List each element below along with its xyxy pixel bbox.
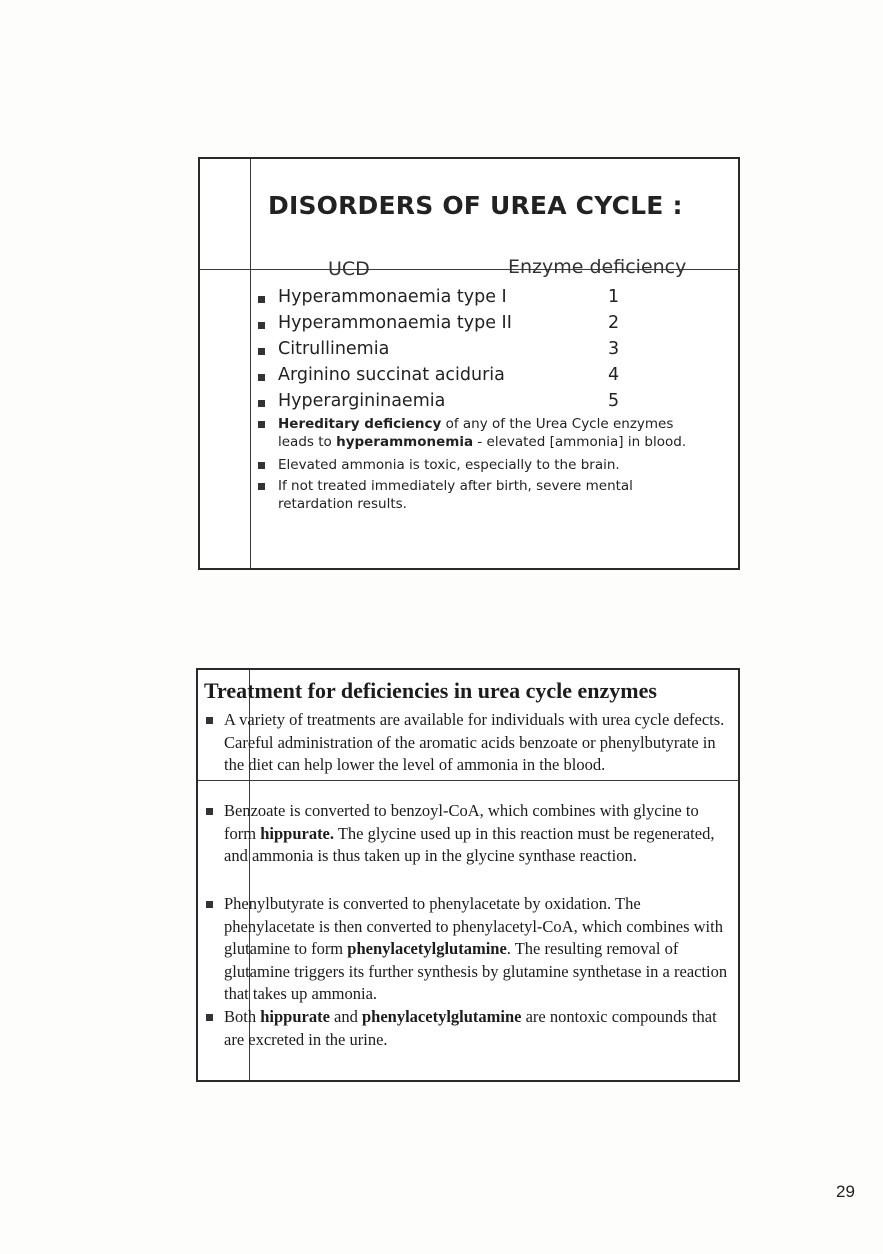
bullet-icon (258, 296, 265, 303)
emphasis: phenylacetylglutamine (361, 1007, 522, 1026)
text: - elevated [ammonia] in blood. (473, 434, 687, 450)
column-header-enzyme-deficiency: Enzyme deficiency (508, 256, 687, 278)
enzyme-number: 4 (608, 365, 620, 385)
emphasis: Hereditary deficiency (278, 416, 442, 432)
enzyme-number: 5 (608, 391, 620, 411)
bullet-icon (258, 400, 265, 407)
emphasis: hyperammonemia (336, 434, 474, 450)
slide-disorders-urea-cycle (198, 157, 740, 570)
list-item (204, 1006, 734, 1051)
list-item (204, 893, 734, 1006)
note-text (278, 415, 698, 451)
emphasis: phenylacetylglutamine (347, 939, 507, 958)
list-item-hereditary (258, 415, 698, 451)
list-item (204, 709, 734, 777)
text: of any of the Urea Cycle enzymes leads to (278, 416, 674, 450)
bullet-icon (206, 717, 213, 724)
bullet-icon (258, 374, 265, 381)
disorder-name: Hyperammonaemia type II (278, 313, 512, 333)
page-number: 29 (836, 1182, 855, 1201)
disorder-name: Arginino succinat aciduria (278, 365, 505, 385)
enzyme-number: 2 (608, 313, 620, 333)
list-item-treatment (258, 477, 698, 513)
bullet-icon (258, 462, 265, 469)
bullet-icon (206, 901, 213, 908)
list-item-toxic (258, 456, 698, 474)
disorder-name: Hyperargininaemia (278, 391, 446, 411)
paragraph (224, 1006, 734, 1051)
column-header-ucd: UCD (328, 258, 370, 280)
paragraph (224, 893, 734, 1006)
text: are nontoxic compounds that are excreted in the urine. (224, 1007, 717, 1049)
emphasis: hippurate (260, 1007, 330, 1026)
text: Benzoate is converted to benzoyl-CoA, which combines with glycine to form (224, 801, 699, 843)
bullet-icon (258, 348, 265, 355)
bullet-icon (258, 322, 265, 329)
header-underline (198, 780, 740, 781)
paragraph (224, 800, 734, 868)
note-text: If not treated immediately after birth, severe mental retardation results. (278, 478, 633, 512)
paragraph: A variety of treatments are available for individuals with urea cycle defects. Careful administration of the aromatic acids benzoate or phenylbutyrate in the diet can help lower the level of ammonia in the blood. (224, 710, 725, 774)
slide-treatment (196, 668, 740, 1082)
text: The glycine used up in this reaction must be regenerated, and ammonia is thus taken up in the glycine synthase reaction. (224, 823, 715, 865)
note-text: Elevated ammonia is toxic, especially to the brain. (278, 457, 620, 473)
slide-title: DISORDERS OF UREA CYCLE : (268, 191, 683, 220)
bullet-icon (258, 483, 265, 490)
slide-divider-line (250, 159, 251, 568)
text: and (329, 1007, 362, 1026)
enzyme-number: 1 (608, 287, 620, 307)
text: Phenylbutyrate is converted to phenylacetate by oxidation. The phenylacetate is then converted to phenylacetyl-CoA, which combines with glutamine to form (224, 894, 723, 958)
bullet-icon (206, 808, 213, 815)
bullet-icon (258, 421, 265, 428)
emphasis: hippurate. (260, 823, 335, 843)
disorder-name: Hyperammonaemia type I (278, 287, 507, 307)
slide-title: Treatment for deficiencies in urea cycle enzymes (204, 678, 657, 703)
enzyme-number: 3 (608, 339, 620, 359)
text: . The resulting removal of glutamine triggers its further synthesis by glutamine synthetase in a reaction that takes up ammonia. (224, 939, 728, 1003)
list-item (204, 800, 734, 868)
bullet-icon (206, 1014, 213, 1021)
text: Both (224, 1007, 261, 1026)
disorder-name: Citrullinemia (278, 339, 390, 359)
